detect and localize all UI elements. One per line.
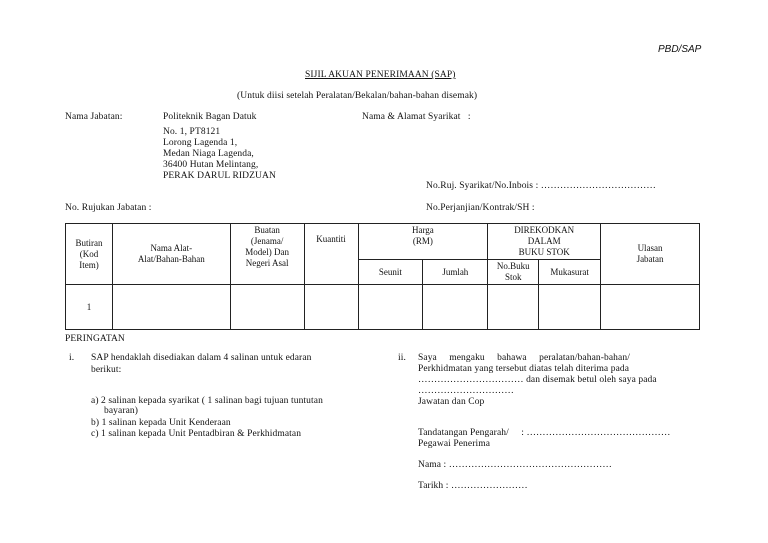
table-row <box>66 285 700 330</box>
jawatan-cop: Jawatan dan Cop <box>418 397 485 407</box>
address-line: Medan Niaga Lagenda, <box>163 149 254 159</box>
nama-jabatan-label: Nama Jabatan: <box>65 112 123 122</box>
cell-empty <box>601 285 700 330</box>
tarikh-field: Tarikh : …………………… <box>418 481 528 491</box>
note-i-line2: berikut: <box>91 365 122 375</box>
cell-empty <box>423 285 488 330</box>
address-line: No. 1, PT8121 <box>163 127 221 137</box>
cell-empty <box>112 285 230 330</box>
form-code: PBD/SAP <box>658 44 702 55</box>
pegawai-penerima-label: Pegawai Penerima <box>418 439 491 449</box>
peringatan-heading: PERINGATAN <box>65 334 125 344</box>
header-nama-alat: Nama Alat- Alat/Bahan-Bahan <box>112 224 230 285</box>
header-ulasan: Ulasan Jabatan <box>601 224 700 285</box>
perjanjian-kontrak: No.Perjanjian/Kontrak/SH : <box>426 203 535 213</box>
note-ii-line3: …………………………… dan disemak betul oleh saya pada <box>418 375 657 385</box>
note-i-number: i. <box>69 353 75 363</box>
rujukan-jabatan: No. Rujukan Jabatan : <box>65 203 152 213</box>
nama-jabatan-value: Politeknik Bagan Datuk <box>163 112 257 122</box>
subheader-jumlah: Jumlah <box>423 260 488 285</box>
rujukan-syarikat: No.Ruj. Syarikat/No.Inbois : ……………………………… <box>426 181 656 191</box>
note-i-item-a: a) 2 salinan kepada syarikat ( 1 salinan bagi tujuan tuntutan <box>91 396 323 406</box>
note-i-item-a-cont: bayaran) <box>104 406 139 416</box>
address-line: 36400 Hutan Melintang, <box>163 160 259 170</box>
note-i-item-b: b) 1 salinan kepada Unit Kenderaan <box>91 418 231 428</box>
cell-empty <box>539 285 601 330</box>
subheader-mukasurat: Mukasurat <box>539 260 601 285</box>
header-kuantiti: Kuantiti <box>304 224 358 285</box>
header-butiran: Butiran (Kod Item) <box>66 224 113 285</box>
cell-empty <box>304 285 358 330</box>
subheader-no-buku-stok: No.Buku Stok <box>488 260 539 285</box>
nama-field: Nama : …………………………………………… <box>418 460 612 470</box>
note-i-item-c: c) 1 salinan kepada Unit Pentadbiran & Perkhidmatan <box>91 429 302 439</box>
header-harga: Harga (RM) <box>358 224 488 260</box>
address-line: Lorong Lagenda 1, <box>163 138 238 148</box>
note-ii-line2: Perkhidmatan yang tersebut diatas telah diterima pada <box>418 364 630 374</box>
cell-empty <box>488 285 539 330</box>
header-buatan: Buatan (Jenama/ Model) Dan Negeri Asal <box>230 224 304 285</box>
item-table <box>65 223 700 330</box>
cell-butiran: 1 <box>66 285 113 330</box>
document-subtitle: (Untuk diisi setelah Peralatan/Bekalan/bahan-bahan disemak) <box>237 91 478 101</box>
nama-syarikat-label: Nama & Alamat Syarikat : <box>362 112 471 122</box>
note-ii-line1: Saya mengaku bahawa peralatan/bahan-bahan/ <box>418 353 630 363</box>
cell-empty <box>230 285 304 330</box>
document-title: SIJIL AKUAN PENERIMAAN (SAP) <box>305 70 456 80</box>
note-ii-line4: ………………………… <box>418 386 514 396</box>
tandatangan-label: Tandatangan Pengarah/ : ……………………………………… <box>418 428 671 438</box>
header-direkodkan: DIREKODKAN DALAM BUKU STOK <box>488 224 601 260</box>
address-line: PERAK DARUL RIDZUAN <box>163 171 276 181</box>
cell-empty <box>358 285 423 330</box>
note-i-line1: SAP hendaklah disediakan dalam 4 salinan untuk edaran <box>91 353 312 363</box>
subheader-seunit: Seunit <box>358 260 423 285</box>
note-ii-number: ii. <box>398 353 406 363</box>
jabatan-address <box>163 127 276 182</box>
